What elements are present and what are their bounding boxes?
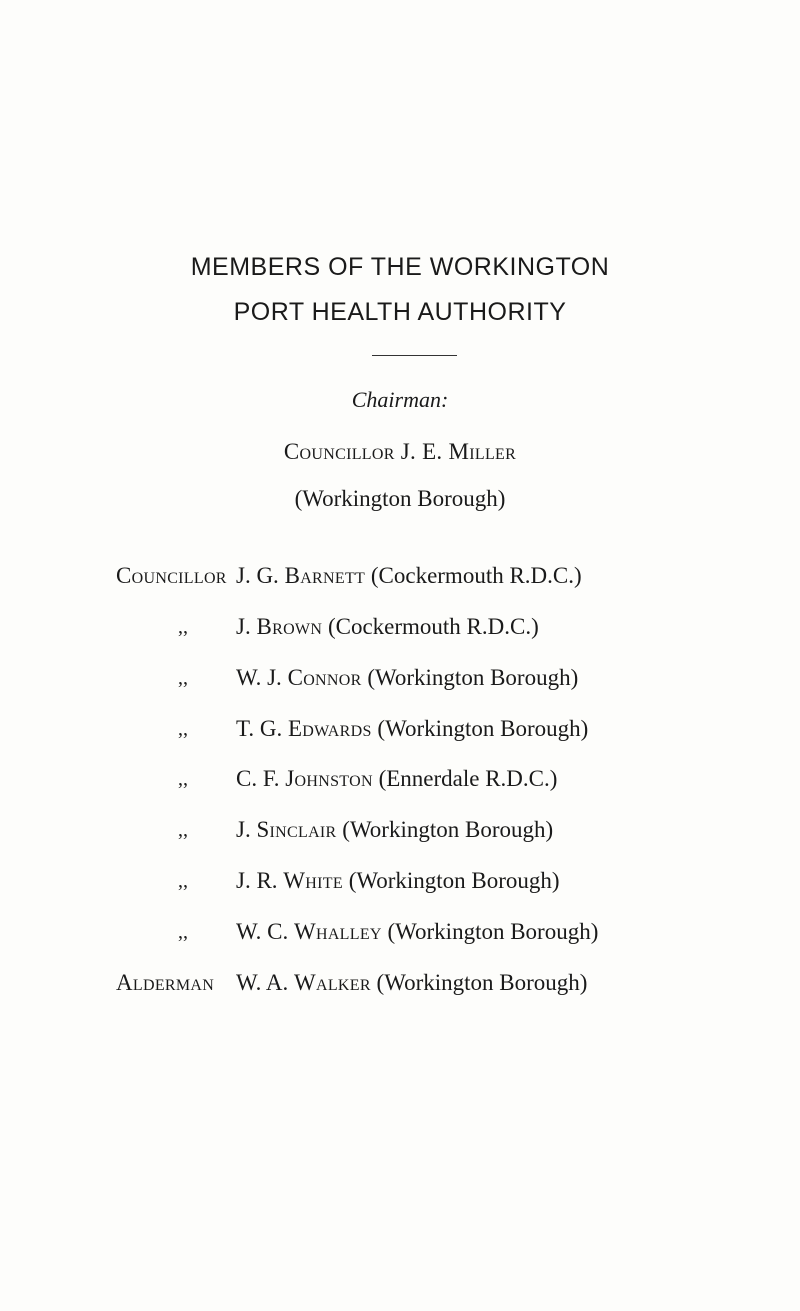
member-title: Alderman: [116, 970, 215, 995]
chairman-name: Councillor J. E. Miller: [283, 439, 517, 464]
member-name: W. A. Walker (Workington Borough): [236, 970, 588, 995]
member-name: J. Brown (Cockermouth R.D.C.): [236, 614, 539, 639]
chairman-body: (Workington Borough): [294, 486, 506, 511]
member-title: ,,: [178, 921, 188, 943]
member-name: W. J. Connor (Workington Borough): [236, 665, 579, 690]
heading-line-1: MEMBERS OF THE WORKINGTON: [190, 253, 610, 281]
member-title: ,,: [178, 667, 188, 689]
member-name: J. G. Barnett (Cockermouth R.D.C.): [236, 563, 582, 588]
member-title: Councillor: [116, 563, 227, 588]
chairman-label: Chairman:: [351, 387, 449, 412]
member-title: ,,: [178, 768, 188, 790]
member-title: ,,: [178, 616, 188, 638]
member-title: ,,: [178, 819, 188, 841]
heading-line-2: PORT HEALTH AUTHORITY: [233, 298, 567, 326]
member-name: J. R. White (Workington Borough): [236, 868, 560, 893]
member-name: C. F. Johnston (Ennerdale R.D.C.): [236, 766, 558, 791]
member-name: W. C. Whalley (Workington Borough): [236, 919, 599, 944]
member-title: ,,: [178, 718, 188, 740]
member-name: J. Sinclair (Workington Borough): [236, 817, 554, 842]
member-name: T. G. Edwards (Workington Borough): [236, 716, 589, 741]
member-title: ,,: [178, 870, 188, 892]
divider-rule: [372, 355, 457, 356]
